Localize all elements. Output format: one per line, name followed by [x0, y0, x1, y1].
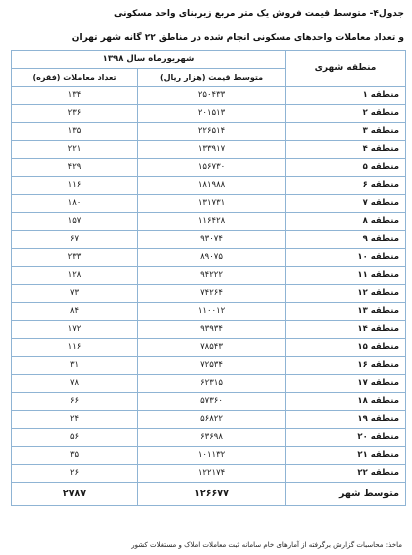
count-cell: ۱۷۲	[12, 321, 138, 339]
table-row	[12, 159, 406, 177]
price-cell: ۷۴۲۶۴	[138, 285, 286, 303]
count-cell: ۱۳۴	[12, 87, 138, 105]
count-cell: ۱۵۷	[12, 213, 138, 231]
count-cell: ۱۳۵	[12, 123, 138, 141]
city-average-count: ۲۷۸۷	[12, 483, 138, 506]
table-row	[12, 177, 406, 195]
city-average-price: ۱۲۶۶۷۷	[138, 483, 286, 506]
price-cell: ۶۲۳۱۵	[138, 375, 286, 393]
city-average-row	[12, 483, 406, 506]
price-cell: ۱۳۳۹۱۷	[138, 141, 286, 159]
table-title-line-1: جدول۴- متوسط قیمت فروش یک متر مربع زیربنای واحد مسکونی	[114, 9, 404, 19]
table-row	[12, 231, 406, 249]
price-cell: ۱۱۶۴۲۸	[138, 213, 286, 231]
table-row	[12, 213, 406, 231]
district-cell: منطقه ۱۰	[286, 249, 406, 267]
count-cell: ۱۲۸	[12, 267, 138, 285]
district-cell: منطقه ۶	[286, 177, 406, 195]
price-cell: ۹۴۲۲۲	[138, 267, 286, 285]
table-row	[12, 321, 406, 339]
price-cell: ۷۲۵۳۴	[138, 357, 286, 375]
table-row	[12, 357, 406, 375]
district-cell: منطقه ۲	[286, 105, 406, 123]
district-column-header: منطقه شهری	[286, 51, 406, 87]
count-cell: ۲۲۱	[12, 141, 138, 159]
table-row	[12, 267, 406, 285]
district-cell: منطقه ۱۶	[286, 357, 406, 375]
count-cell: ۷۸	[12, 375, 138, 393]
source-note: ماخذ: محاسبات گزارش برگرفته از آمارهای خام سامانه ثبت معاملات املاک و مستغلات کشور	[131, 541, 402, 549]
table-row	[12, 393, 406, 411]
count-cell: ۱۱۶	[12, 177, 138, 195]
district-cell: منطقه ۱۴	[286, 321, 406, 339]
count-cell: ۴۲۹	[12, 159, 138, 177]
district-cell: منطقه ۱۳	[286, 303, 406, 321]
district-cell: منطقه ۱۸	[286, 393, 406, 411]
table-title-line-2: و تعداد معاملات واحدهای مسکونی انجام شده در مناطق ۲۲ گانه شهر تهران	[71, 33, 404, 43]
district-cell: منطقه ۲۱	[286, 447, 406, 465]
table-row	[12, 375, 406, 393]
price-cell: ۱۳۱۷۳۱	[138, 195, 286, 213]
table-header-row	[12, 51, 406, 69]
price-cell: ۵۷۳۶۰	[138, 393, 286, 411]
table-row	[12, 195, 406, 213]
price-cell: ۱۸۱۹۸۸	[138, 177, 286, 195]
price-cell: ۷۸۵۴۳	[138, 339, 286, 357]
price-cell: ۱۱۰۰۱۲	[138, 303, 286, 321]
price-cell: ۱۲۲۱۷۴	[138, 465, 286, 483]
count-cell: ۲۳۳	[12, 249, 138, 267]
city-average-label: متوسط شهر	[286, 483, 406, 506]
table-row	[12, 285, 406, 303]
table-row	[12, 447, 406, 465]
count-cell: ۳۱	[12, 357, 138, 375]
table-row	[12, 339, 406, 357]
price-cell: ۹۳۰۷۴	[138, 231, 286, 249]
count-cell: ۲۶	[12, 465, 138, 483]
price-cell: ۱۰۱۱۳۲	[138, 447, 286, 465]
count-cell: ۲۳۶	[12, 105, 138, 123]
price-cell: ۲۵۰۴۳۳	[138, 87, 286, 105]
table-row	[12, 411, 406, 429]
table-row	[12, 105, 406, 123]
district-cell: منطقه ۵	[286, 159, 406, 177]
table-row	[12, 87, 406, 105]
district-cell: منطقه ۱	[286, 87, 406, 105]
district-cell: منطقه ۷	[286, 195, 406, 213]
district-cell: منطقه ۱۲	[286, 285, 406, 303]
table-row	[12, 429, 406, 447]
district-cell: منطقه ۱۹	[286, 411, 406, 429]
count-cell: ۱۱۶	[12, 339, 138, 357]
count-cell: ۲۴	[12, 411, 138, 429]
count-cell: ۸۴	[12, 303, 138, 321]
district-cell: منطقه ۲۲	[286, 465, 406, 483]
table-row	[12, 249, 406, 267]
district-cell: منطقه ۳	[286, 123, 406, 141]
price-cell: ۹۳۹۳۴	[138, 321, 286, 339]
period-header: شهریورماه سال ۱۳۹۸	[12, 51, 286, 69]
table-row	[12, 123, 406, 141]
price-cell: ۵۶۸۲۲	[138, 411, 286, 429]
count-cell: ۶۶	[12, 393, 138, 411]
price-column-header: متوسط قیمت (هزار ریال)	[138, 69, 286, 87]
district-cell: منطقه ۱۷	[286, 375, 406, 393]
price-cell: ۲۲۶۵۱۴	[138, 123, 286, 141]
price-cell: ۸۹۰۷۵	[138, 249, 286, 267]
table-body	[12, 87, 406, 483]
table-row	[12, 303, 406, 321]
district-cell: منطقه ۱۱	[286, 267, 406, 285]
district-cell: منطقه ۴	[286, 141, 406, 159]
district-cell: منطقه ۲۰	[286, 429, 406, 447]
count-cell: ۵۶	[12, 429, 138, 447]
price-transactions-table	[11, 50, 406, 506]
count-cell: ۷۳	[12, 285, 138, 303]
count-cell: ۳۵	[12, 447, 138, 465]
table-row	[12, 141, 406, 159]
district-cell: منطقه ۱۵	[286, 339, 406, 357]
price-cell: ۶۳۶۹۸	[138, 429, 286, 447]
price-cell: ۱۵۶۷۳۰	[138, 159, 286, 177]
district-cell: منطقه ۹	[286, 231, 406, 249]
count-column-header: تعداد معاملات (فقره)	[12, 69, 138, 87]
table-row	[12, 465, 406, 483]
price-cell: ۲۰۱۵۱۳	[138, 105, 286, 123]
count-cell: ۶۷	[12, 231, 138, 249]
district-cell: منطقه ۸	[286, 213, 406, 231]
count-cell: ۱۸۰	[12, 195, 138, 213]
